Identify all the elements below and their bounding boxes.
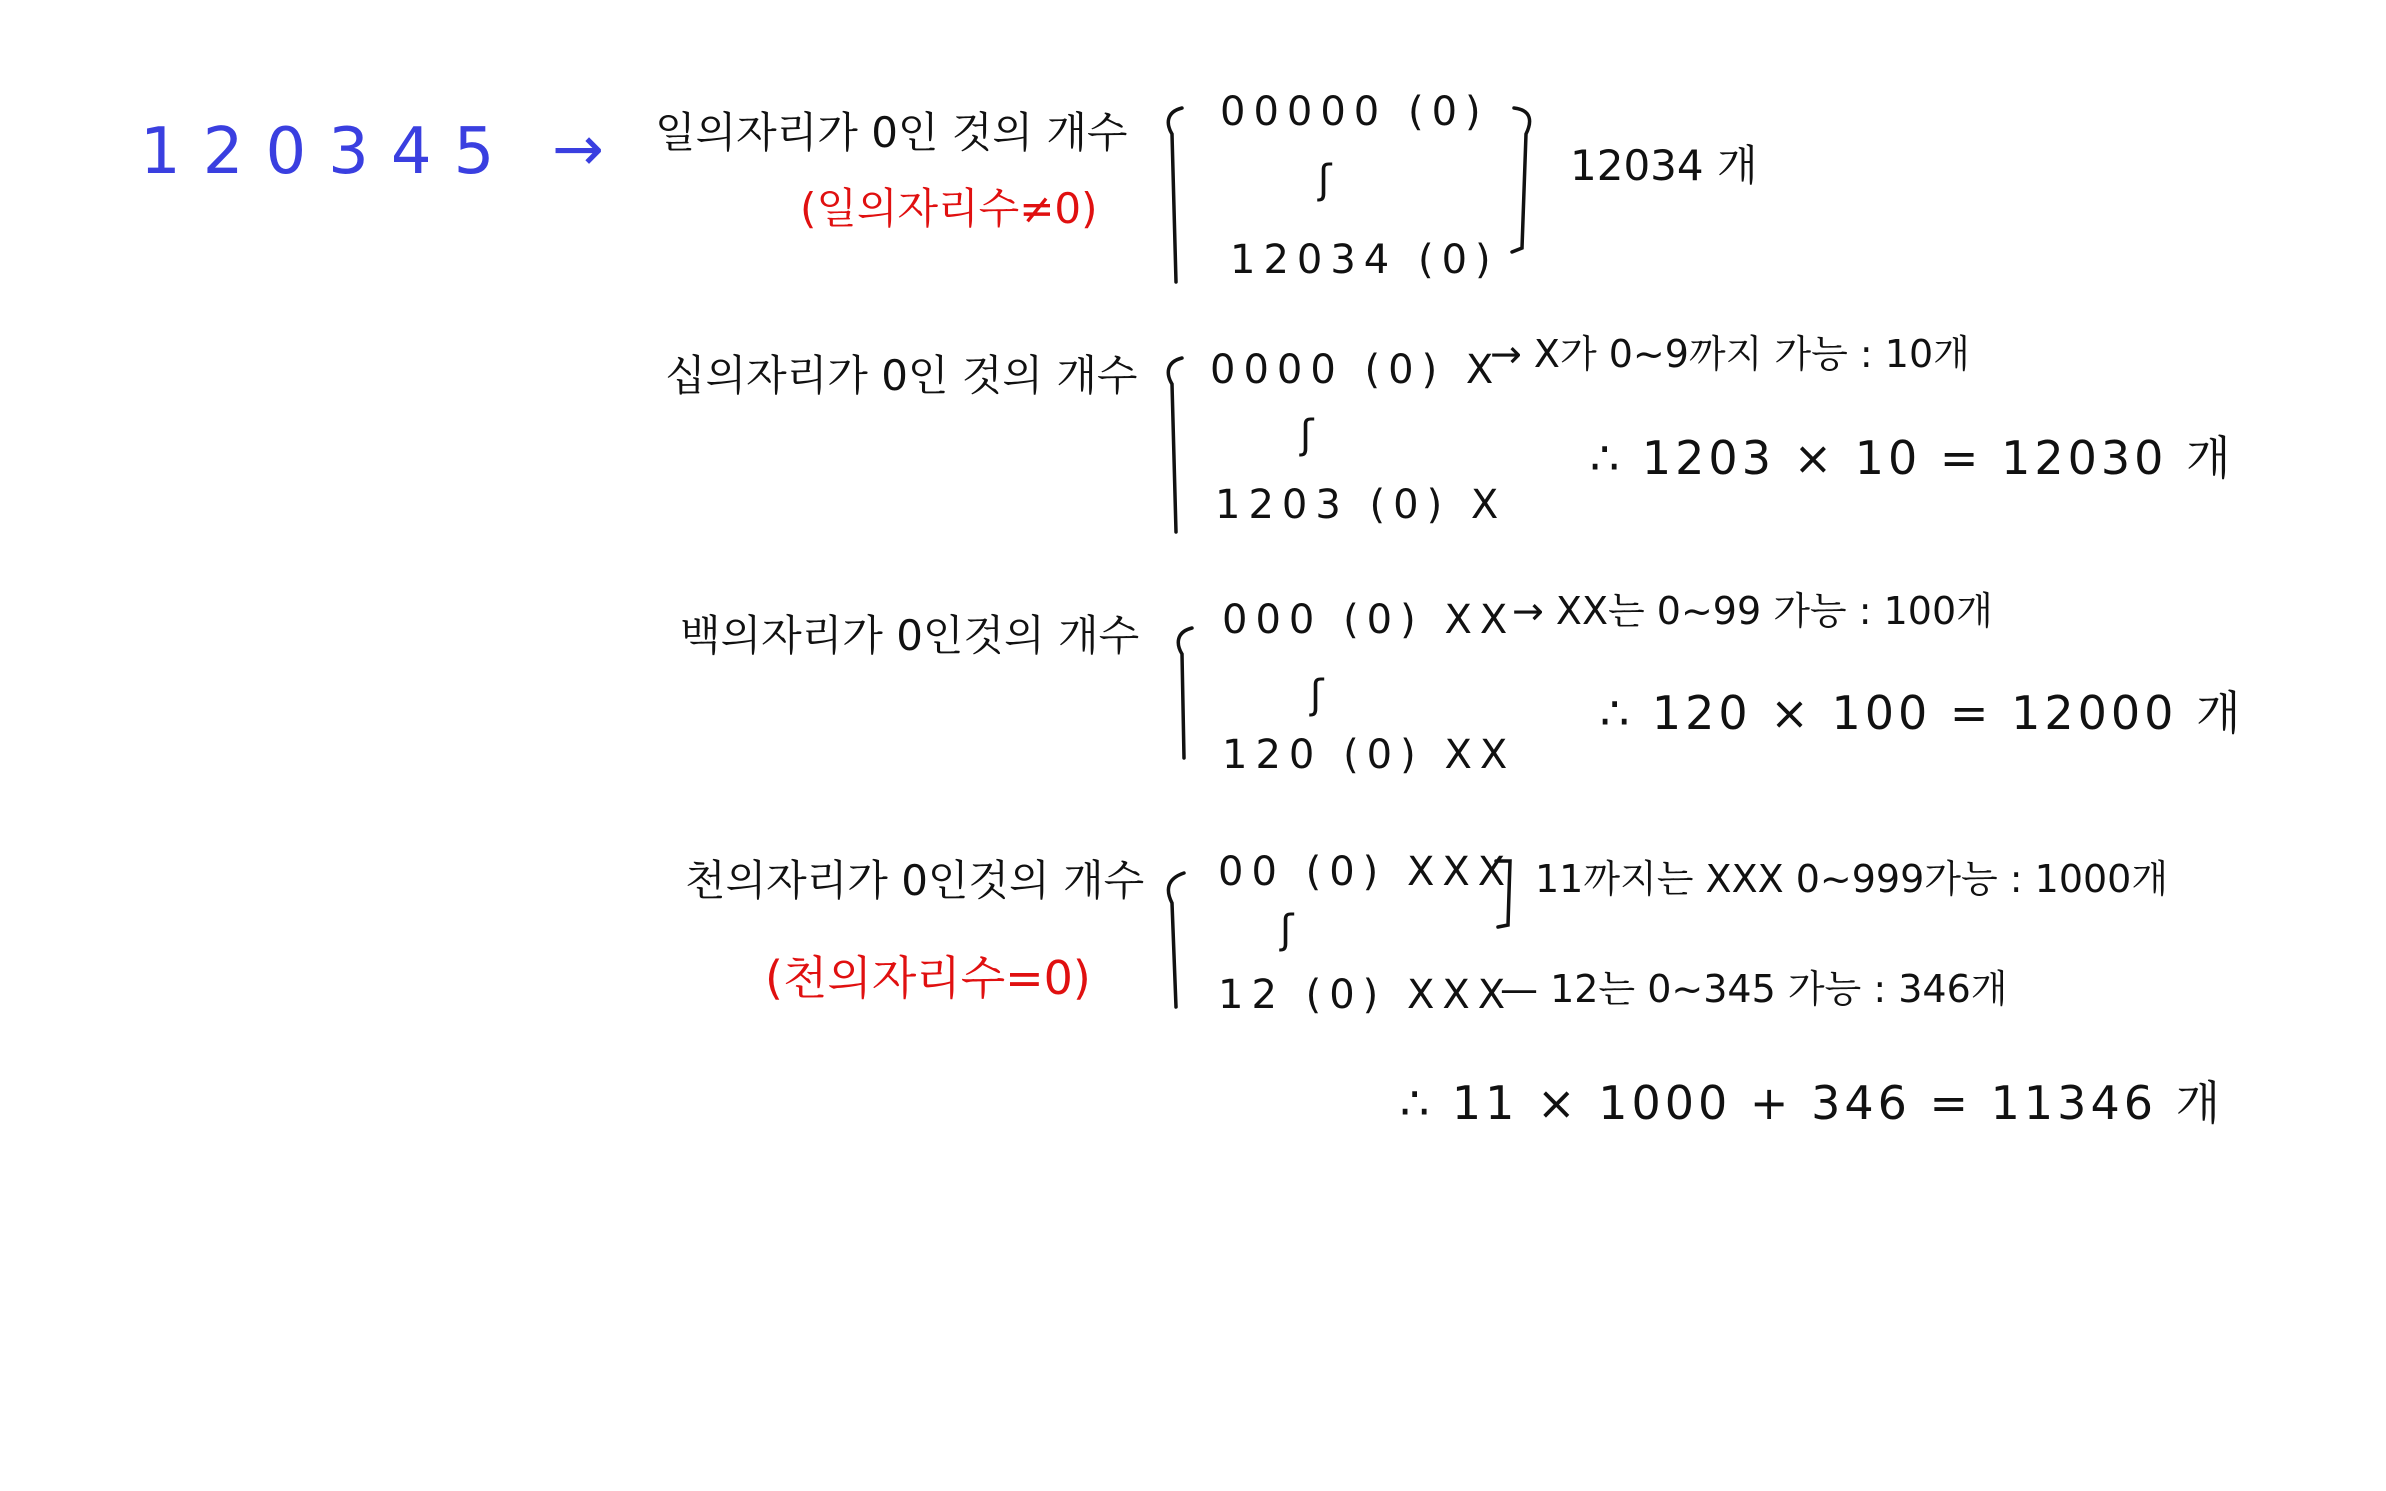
section2-label: 십의자리가 0인 것의 개수 [665,351,1138,400]
section4-note-bottom: — 12는 0~345 가능 : 346개 [1500,967,2008,1011]
section4-range-start: 00 (0) XXX [1218,849,1514,895]
main-arrow: → [552,112,604,185]
source-number: 120345 [140,115,517,189]
section2-result: ∴ 1203 × 10 = 12030 개 [1590,431,2235,485]
section4-condition: (천의자리수=0) [765,951,1091,1005]
section1-label: 일의자리가 0인 것의 개수 [655,108,1128,157]
section4-range-end: 12 (0) XXX [1218,972,1514,1018]
section1-condition: (일의자리수≠0) [800,184,1098,233]
section3-note: → XX는 0~99 가능 : 100개 [1512,589,1993,633]
section4-range-dots: ʃ [1280,907,1302,953]
section4-left-brace [1160,865,1200,1010]
section4-label: 천의자리가 0인것의 개수 [685,856,1145,905]
section4-right-bracket [1492,855,1522,935]
section4-note-top: 11까지는 XXX 0~999가능 : 1000개 [1535,857,2169,901]
section3-range-dots: ʃ [1310,672,1332,718]
section2-range-dots: ʃ [1300,412,1322,458]
section1-result: 12034 개 [1570,141,1758,190]
section4-result: ∴ 11 × 1000 + 346 = 11346 개 [1400,1076,2225,1130]
section2-note: → X가 0~9까지 가능 : 10개 [1490,332,1970,376]
section2-left-brace [1160,350,1200,540]
section1-right-brace [1508,100,1548,260]
section1-range-end: 12034 (0) [1230,237,1499,283]
section2-range-start: 0000 (0) X [1210,347,1502,393]
section1-left-brace [1160,100,1200,290]
section3-result: ∴ 120 × 100 = 12000 개 [1600,686,2245,740]
section3-range-end: 120 (0) XX [1222,732,1516,778]
section3-left-brace [1170,620,1210,760]
section3-range-start: 000 (0) XX [1222,597,1516,643]
section1-range-start: 00000 (0) [1220,89,1489,135]
section3-label: 백의자리가 0인것의 개수 [680,611,1140,660]
section1-range-dots: ʃ [1318,157,1340,203]
section2-range-end: 1203 (0) X [1215,482,1507,528]
